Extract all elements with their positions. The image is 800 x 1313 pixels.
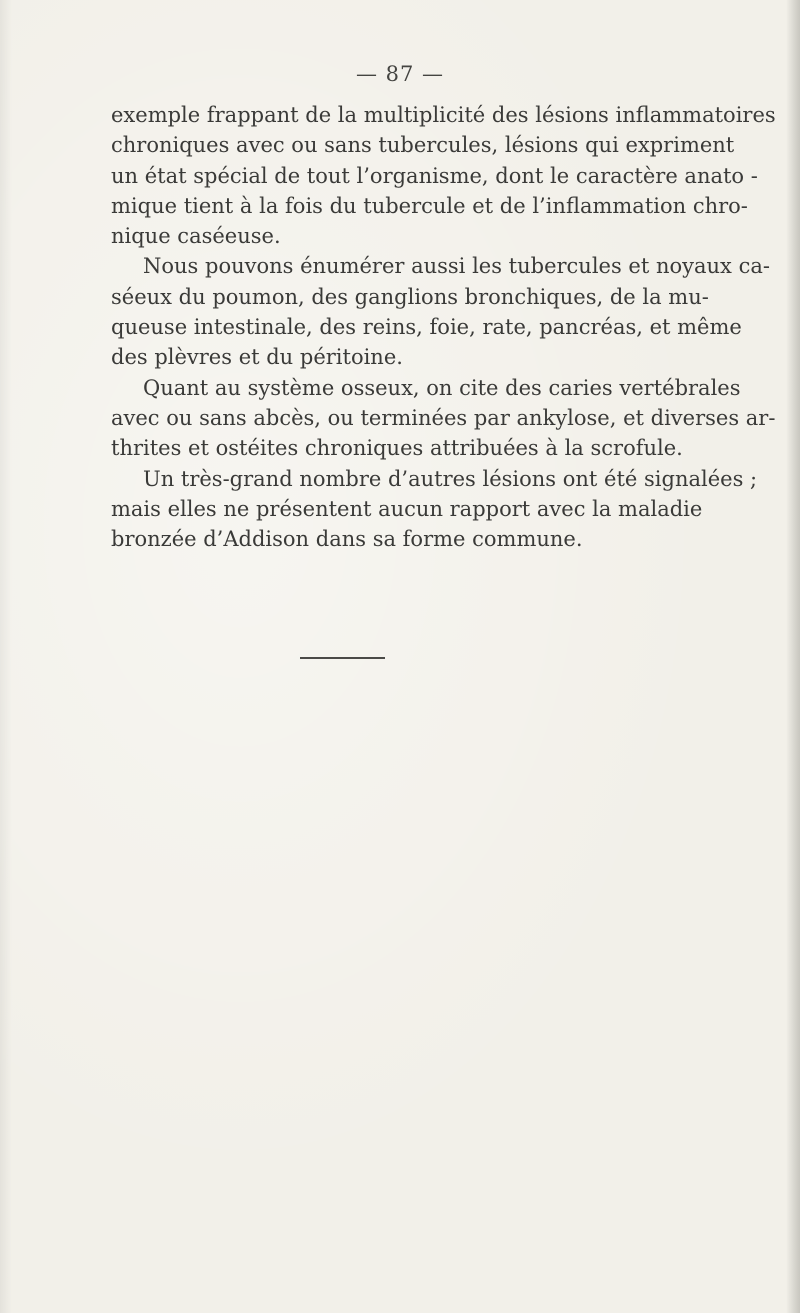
text-line: bronzée d’Addison dans sa forme commune. xyxy=(111,527,583,552)
text-line: queuse intestinale, des reins, foie, rate, pancréas, et même xyxy=(111,315,742,340)
text-line: Quant au système osseux, on cite des caries vertébrales xyxy=(143,375,741,400)
text-line: séeux du poumon, des ganglions bronchiques, de la mu- xyxy=(111,284,709,309)
text-line: des plèvres et du péritoine. xyxy=(111,345,403,370)
text-line: exemple frappant de la multiplicité des lésions inflammatoires xyxy=(111,103,776,127)
text-line: nique caséeuse. xyxy=(111,224,281,249)
text-line: Nous pouvons énumérer aussi les tubercules et noyaux ca- xyxy=(143,254,770,279)
section-rule xyxy=(300,657,385,659)
text-line: mique tient à la fois du tubercule et de l’inflammation chro- xyxy=(111,193,748,218)
text-line: Un très-grand nombre d’autres lésions ont été signalées ; xyxy=(143,466,758,491)
text-line: un état spécial de tout l’organisme, dont le caractère anato - xyxy=(111,163,758,188)
body-text xyxy=(111,100,776,554)
text-line: thrites et ostéites chroniques attribuées à la scrofule. xyxy=(111,436,683,461)
text-line: avec ou sans abcès, ou terminées par ankylose, et diverses ar- xyxy=(111,405,776,430)
page-edge-shadow xyxy=(786,0,800,1313)
text-line: chroniques avec ou sans tubercules, lésions qui expriment xyxy=(111,133,735,158)
page-number: — 87 — xyxy=(355,62,445,86)
text-line: mais elles ne présentent aucun rapport avec la maladie xyxy=(111,496,703,521)
